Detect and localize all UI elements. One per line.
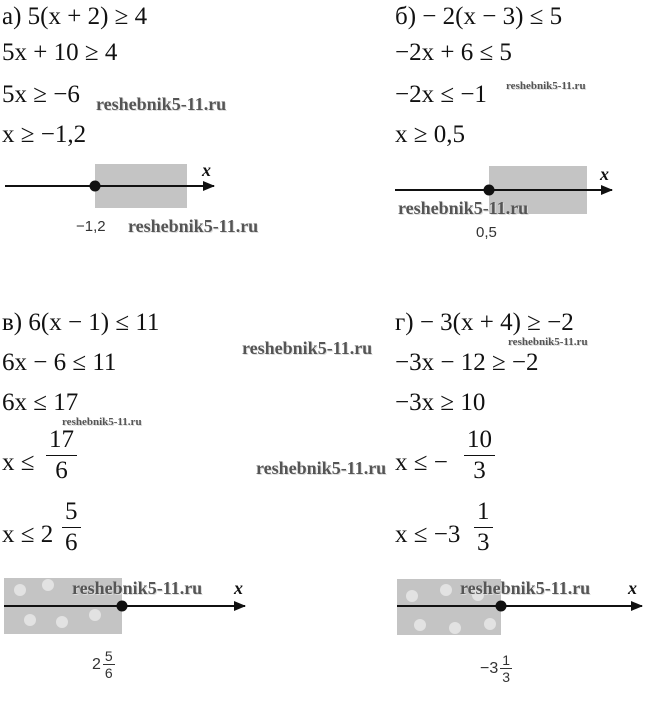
tick-label-v [92, 648, 115, 681]
tick-label-g [480, 652, 512, 685]
watermark: reshebnik5-11.ru [62, 416, 142, 428]
shade-pattern-dot [440, 584, 452, 596]
problem-v-step-1: в) 6(x − 1) ≤ 11 [2, 309, 160, 336]
watermark: reshebnik5-11.ru [128, 216, 259, 236]
problem-a-step-2: 5x + 10 ≥ 4 [2, 39, 118, 66]
fraction-numerator: 1 [502, 652, 511, 668]
problem-b-step-2: −2x + 6 ≤ 5 [395, 39, 512, 66]
shade-pattern-dot [42, 579, 54, 591]
shade-pattern-dot [24, 614, 36, 626]
shade-pattern-dot [89, 609, 101, 621]
boundary-point-g [496, 601, 507, 612]
tick-label-a: −1,2 [76, 218, 106, 235]
problem-g-step-3: −3x ≥ 10 [395, 389, 486, 416]
problem-b-step-3: −2x ≤ −1 [395, 81, 487, 108]
watermark: reshebnik5-11.ru [96, 94, 227, 114]
watermark: reshebnik5-11.ru [506, 80, 586, 92]
shade-pattern-dot [14, 584, 26, 596]
problem-v-frac-prefix: x ≤ [2, 449, 35, 476]
problem-g-step-2: −3x − 12 ≥ −2 [395, 349, 539, 376]
problem-g-mixed-prefix: x ≤ −3 [395, 521, 461, 548]
fraction-denominator: 6 [104, 665, 113, 681]
shade-pattern-dot [406, 590, 418, 602]
mixed-whole: −3 [480, 659, 499, 677]
axis-var-label-b: x [600, 164, 609, 184]
watermark: reshebnik5-11.ru [460, 578, 591, 598]
fraction-numerator: 1 [474, 497, 493, 528]
problem-b-step-4: x ≥ 0,5 [395, 121, 465, 148]
fraction-numerator: 17 [46, 425, 77, 456]
fraction-numerator: 5 [62, 497, 81, 528]
axis-var-label-g: x [628, 578, 637, 598]
fraction-numerator: 10 [464, 425, 495, 456]
problem-a-step-4: x ≥ −1,2 [2, 121, 87, 148]
shade-pattern-dot [449, 622, 461, 634]
mixed-fraction [500, 652, 512, 685]
shade-pattern-dot [484, 618, 496, 630]
watermark: reshebnik5-11.ru [508, 336, 588, 348]
shade-pattern-dot [414, 619, 426, 631]
watermark: reshebnik5-11.ru [72, 578, 203, 598]
axis-var-label-v: x [234, 578, 243, 598]
watermark: reshebnik5-11.ru [398, 198, 529, 218]
watermark: reshebnik5-11.ru [256, 458, 387, 478]
shade-pattern-dot [56, 616, 68, 628]
problem-v-step-2: 6x − 6 ≤ 11 [2, 349, 117, 376]
problem-b-step-1: б) − 2(x − 3) ≤ 5 [395, 3, 563, 30]
fraction-numerator: 5 [104, 648, 113, 664]
fraction-denominator: 6 [65, 529, 78, 556]
fraction-denominator: 3 [502, 669, 511, 685]
problem-a-step-1: а) 5(x + 2) ≥ 4 [2, 3, 148, 30]
fraction-denominator: 3 [473, 457, 486, 484]
problem-a-step-3: 5x ≥ −6 [2, 81, 80, 108]
axis-var-label-a: x [202, 160, 211, 180]
problem-v-mixed-prefix: x ≤ 2 [2, 521, 54, 548]
tick-label-b: 0,5 [476, 224, 497, 241]
mixed-fraction [103, 648, 115, 681]
boundary-point-v [117, 601, 128, 612]
fraction-denominator: 3 [477, 529, 490, 556]
problem-g-step-1: г) − 3(x + 4) ≥ −2 [395, 309, 574, 336]
mixed-whole: 2 [92, 655, 101, 673]
problem-v-step-3: 6x ≤ 17 [2, 389, 79, 416]
fraction-denominator: 6 [55, 457, 68, 484]
boundary-point-a [90, 181, 101, 192]
watermark: reshebnik5-11.ru [242, 338, 373, 358]
boundary-point-b [484, 185, 495, 196]
problem-g-frac-prefix: x ≤ − [395, 449, 448, 476]
